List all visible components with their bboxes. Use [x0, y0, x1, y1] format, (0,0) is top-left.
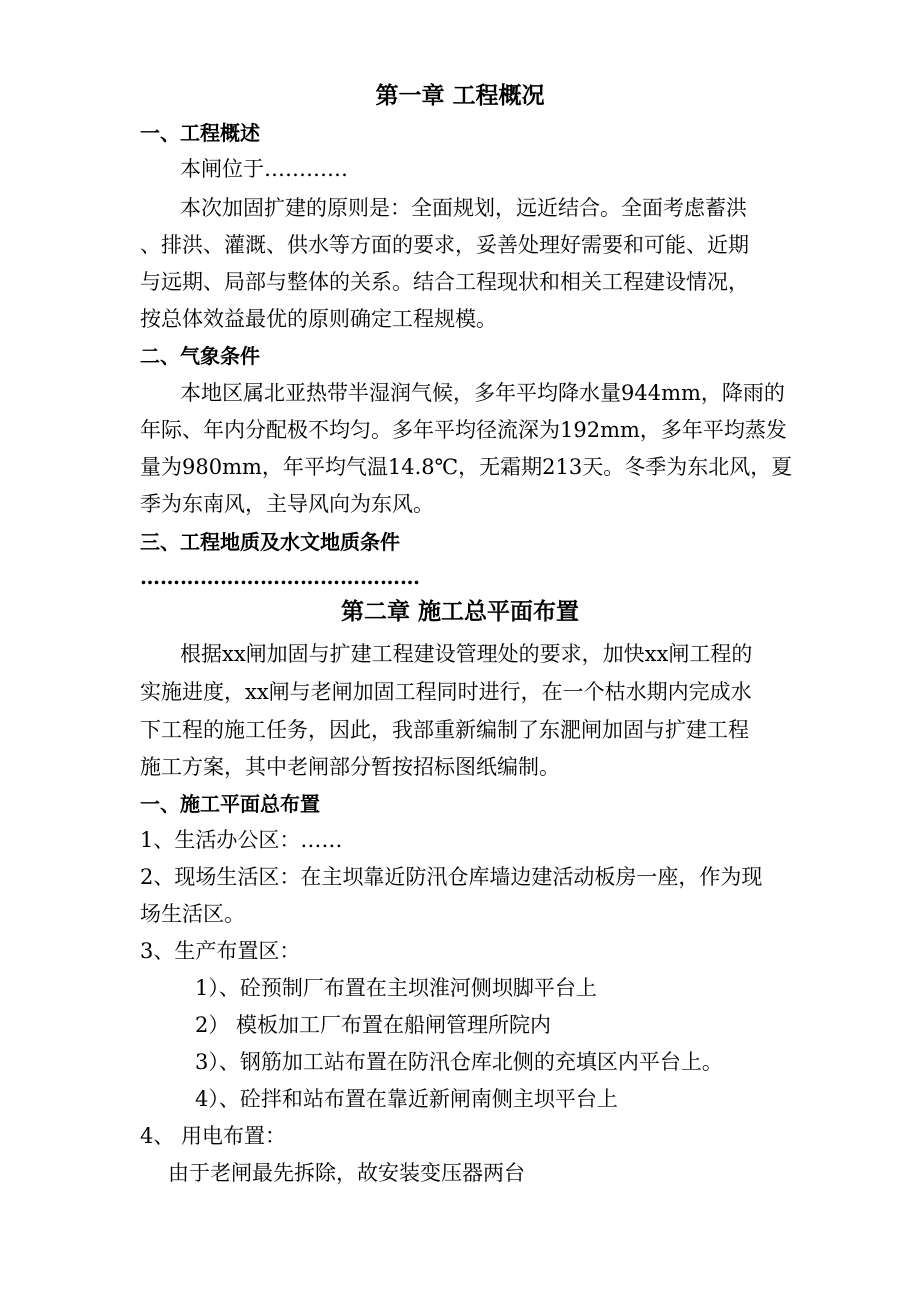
section-heading-overview: 一、工程概述	[140, 121, 260, 145]
paragraph-electricity: 由于老闸最先拆除，故安装变压器两台	[168, 1161, 525, 1185]
paragraph-principle-line2: 、排洪、灌溉、供水等方面的要求，妥善处理好需要和可能、近期	[140, 233, 749, 257]
paragraph-climate-line1: 本地区属北亚热带半湿润气候，多年平均降水量944mm，降雨的	[180, 381, 785, 405]
list-item-living-line2: 场生活区。	[140, 902, 245, 926]
chapter1-title: 第一章 工程概况	[375, 82, 545, 109]
list-item-production: 3、生产布置区：	[140, 939, 301, 963]
list-item-living-line1: 2、现场生活区：在主坝靠近防汛仓库墙边建活动板房一座，作为现	[140, 865, 763, 889]
sub-item-precast: 1）、砼预制厂布置在主坝淮河侧坝脚平台上	[195, 976, 597, 1000]
paragraph-intro-line1: 根据xx闸加固与扩建工程建设管理处的要求，加快xx闸工程的	[180, 642, 753, 666]
section-heading-layout: 一、施工平面总布置	[140, 792, 320, 816]
sub-item-mixing: 4）、砼拌和站布置在靠近新闸南侧主坝平台上	[195, 1087, 618, 1111]
section-heading-geology: 三、工程地质及水文地质条件	[140, 530, 400, 554]
paragraph-intro-line4: 施工方案，其中老闸部分暂按招标图纸编制。	[140, 755, 560, 779]
paragraph-climate-line2: 年际、年内分配极不均匀。多年平均径流深为192mm，多年平均蒸发	[140, 418, 787, 442]
paragraph-intro-line2: 实施进度，xx闸与老闸加固工程同时进行，在一个枯水期内完成水	[140, 680, 752, 704]
paragraph-principle-line1: 本次加固扩建的原则是：全面规划，远近结合。全面考虑蓄洪	[180, 196, 747, 220]
list-item-office: 1、生活办公区：……	[140, 828, 343, 852]
paragraph-location: 本闸位于…………	[180, 157, 348, 181]
ellipsis-placeholder: ……………………………………	[140, 565, 420, 589]
paragraph-principle-line4: 按总体效益最优的原则确定工程规模。	[140, 307, 497, 331]
paragraph-intro-line3: 下工程的施工任务，因此，我部重新编制了东淝闸加固与扩建工程	[140, 718, 749, 742]
chapter2-title: 第二章 施工总平面布置	[340, 598, 579, 625]
sub-item-formwork: 2） 模板加工厂布置在船闸管理所院内	[195, 1013, 552, 1037]
paragraph-principle-line3: 与远期、局部与整体的关系。结合工程现状和相关工程建设情况，	[140, 270, 749, 294]
sub-item-rebar: 3）、钢筋加工站布置在防汛仓库北侧的充填区内平台上。	[195, 1050, 723, 1074]
list-item-electricity: 4、 用电布置：	[140, 1124, 287, 1148]
section-heading-climate: 二、气象条件	[140, 344, 260, 368]
paragraph-climate-line4: 季为东南风，主导风向为东风。	[140, 492, 434, 516]
paragraph-climate-line3: 量为980mm，年平均气温14.8℃，无霜期213天。冬季为东北风，夏	[140, 455, 793, 479]
